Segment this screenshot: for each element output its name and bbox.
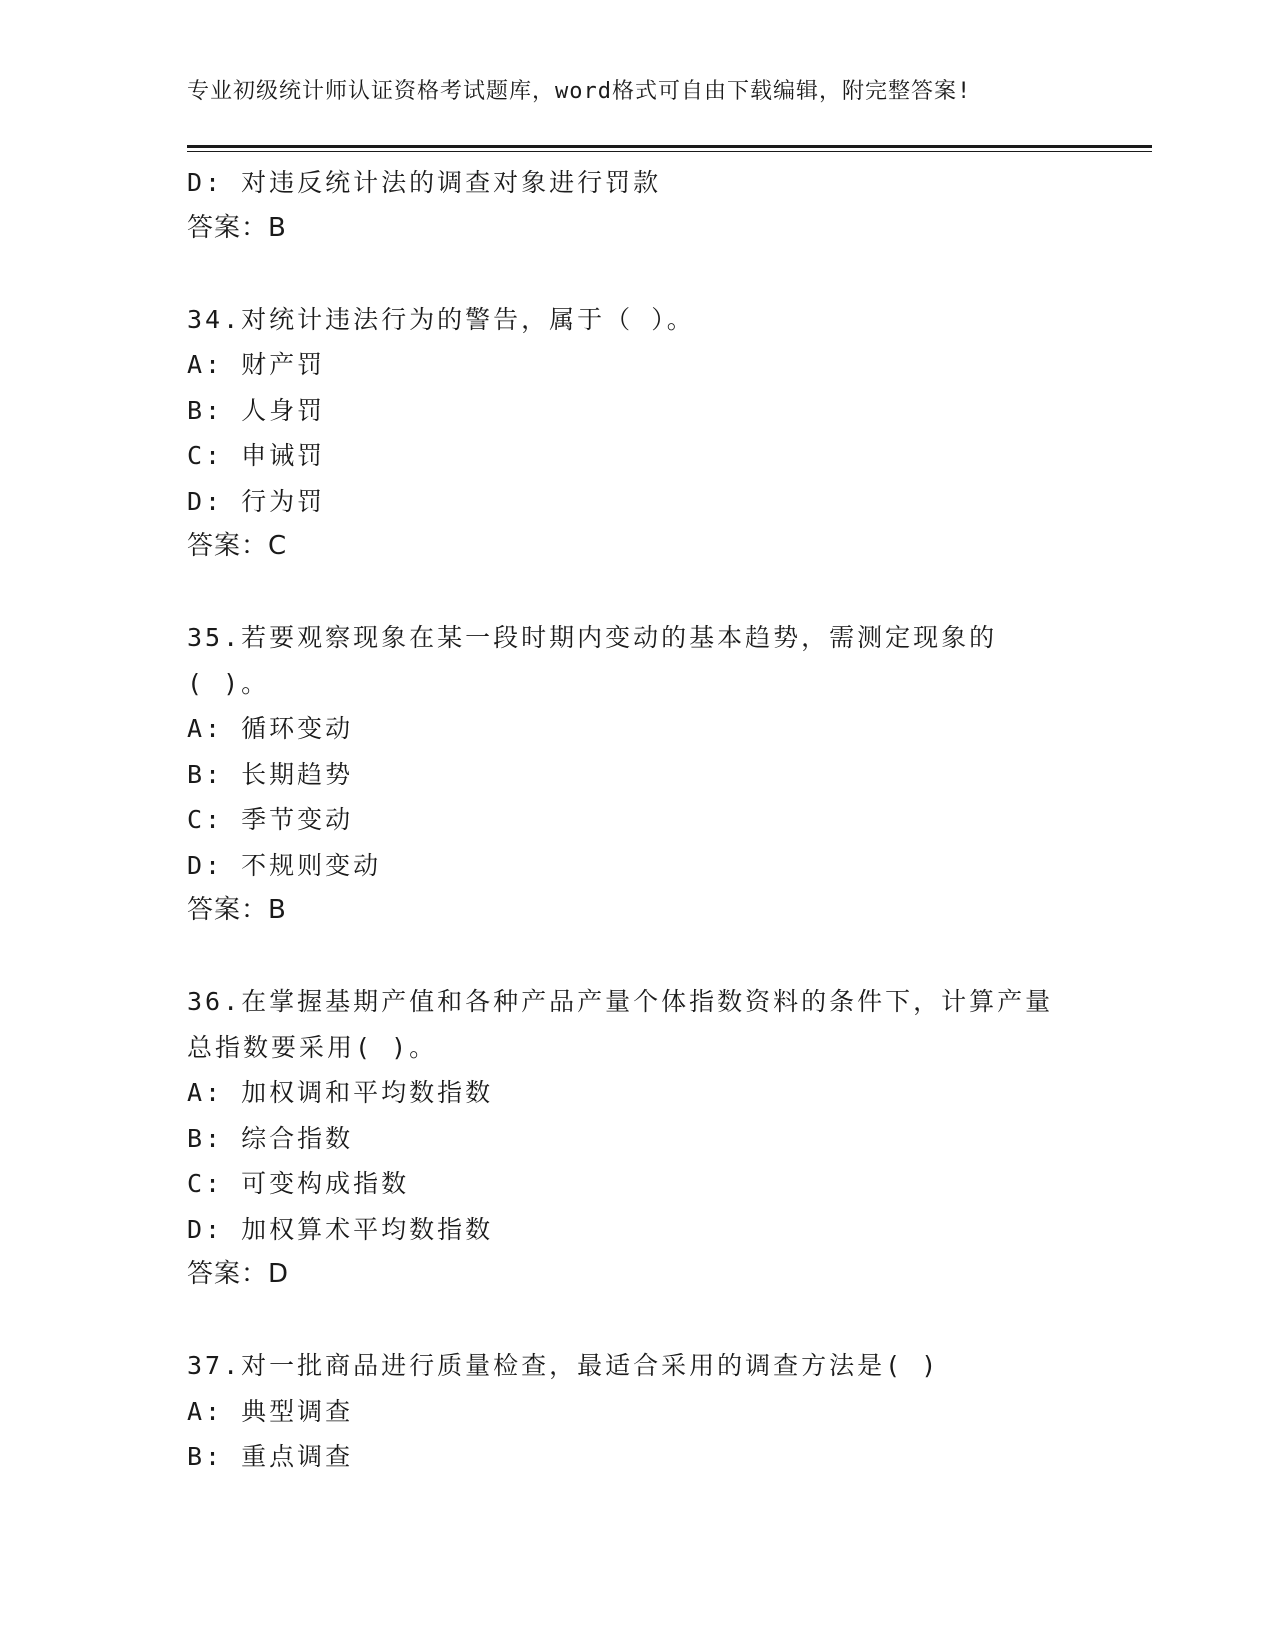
option-line: D: 不规则变动 [187, 850, 382, 880]
question-list [187, 160, 1152, 1480]
option-line: D: 对违反统计法的调查对象进行罚款 [187, 168, 662, 197]
question-stem: 37.对一批商品进行质量检查，最适合采用的调查方法是( ) [187, 1351, 940, 1380]
option-line: C: 可变构成指数 [187, 1169, 410, 1198]
answer-line: 答案：C [187, 531, 288, 561]
option-line: B: 长期趋势 [187, 759, 354, 789]
option-line: C: 季节变动 [187, 805, 354, 834]
option-line: A: 循环变动 [187, 714, 354, 743]
question-stem: 35.若要观察现象在某一段时期内变动的基本趋势，需测定现象的 [187, 623, 998, 652]
answer-line: 答案：D [187, 1259, 290, 1289]
option-line: D: 行为罚 [187, 486, 326, 516]
option-line: A: 加权调和平均数指数 [187, 1078, 494, 1107]
spacer [187, 251, 1152, 297]
option-line: B: 人身罚 [187, 395, 326, 425]
answer-line: 答案：B [187, 895, 287, 925]
question-stem: 36.在掌握基期产值和各种产品产量个体指数资料的条件下，计算产量 [187, 987, 1054, 1016]
header-rule-thin [187, 151, 1152, 152]
answer-line: 答案：B [187, 212, 287, 243]
spacer [187, 1298, 1152, 1344]
spacer [187, 570, 1152, 616]
option-line: A: 财产罚 [187, 350, 326, 379]
question-stem: 34.对统计违法行为的警告，属于（ ）。 [187, 304, 695, 334]
option-line: D: 加权算术平均数指数 [187, 1214, 494, 1244]
question-stem-continued: 总指数要采用( )。 [187, 1032, 438, 1062]
page-header: 专业初级统计师认证资格考试题库，word格式可自由下载编辑，附完整答案! [187, 79, 972, 104]
option-line: B: 综合指数 [187, 1123, 354, 1153]
option-line: A: 典型调查 [187, 1396, 354, 1426]
header-rule-thick [187, 145, 1152, 148]
option-line: B: 重点调查 [187, 1442, 354, 1471]
option-line: C: 申诫罚 [187, 441, 326, 470]
spacer [187, 934, 1152, 980]
question-stem-continued: ( )。 [187, 668, 270, 698]
